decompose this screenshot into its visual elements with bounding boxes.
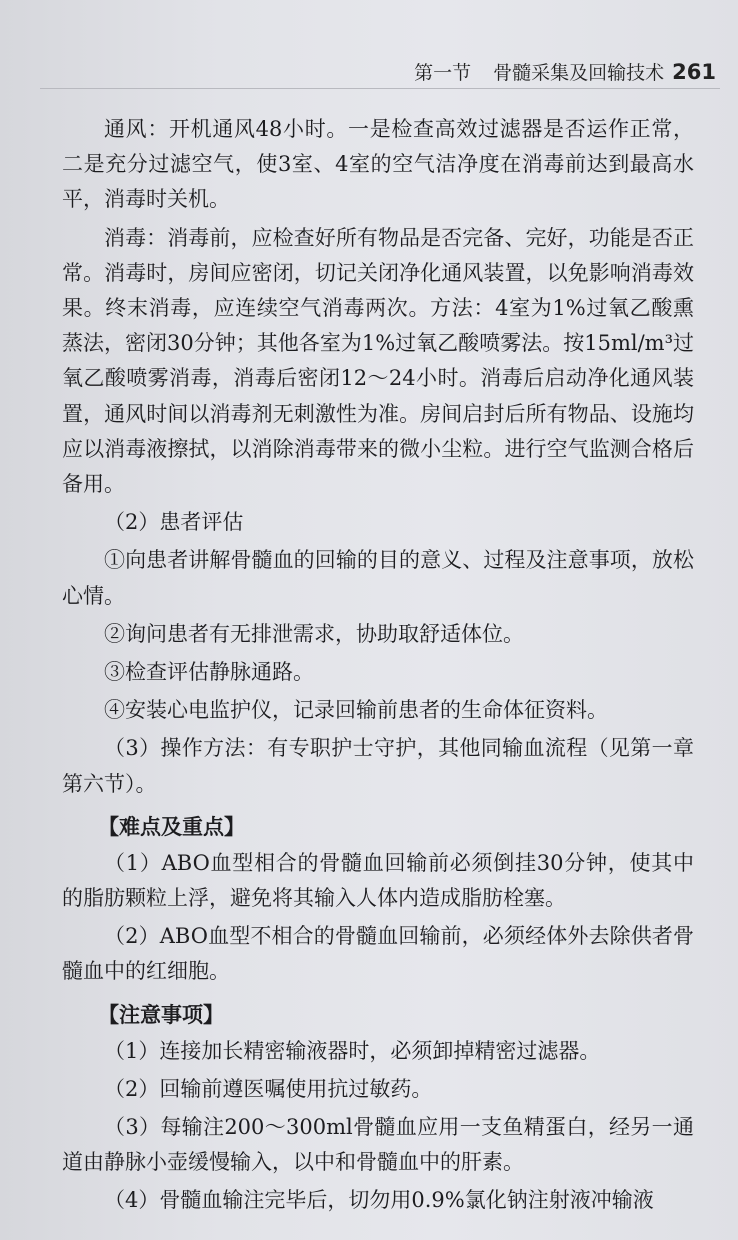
paragraph-assessment-4: ④安装心电监护仪，记录回输前患者的生命体征资料。 bbox=[104, 698, 608, 723]
header-section: 第一节 bbox=[414, 62, 472, 84]
body-text bbox=[62, 112, 694, 1219]
paragraph-key-point-1: （1）ABO血型相合的骨髓血回输前必须倒挂30分钟，使其中的脂肪颗粒上浮，避免将其输入人体内造成脂肪栓塞。 bbox=[62, 850, 694, 911]
page-number: 261 bbox=[672, 60, 716, 84]
heading-precautions: 【注意事项】 bbox=[98, 1002, 224, 1027]
heading-key-points: 【难点及重点】 bbox=[98, 814, 245, 839]
header-title: 骨髓采集及回输技术 bbox=[493, 62, 665, 84]
paragraph-assessment-1: ①向患者讲解骨髓血的回输的目的意义、过程及注意事项，放松心情。 bbox=[62, 548, 694, 608]
paragraph-precaution-2: （2）回输前遵医嘱使用抗过敏药。 bbox=[104, 1076, 433, 1101]
paragraph-precaution-4: （4）骨髓血输注完毕后，切勿用0.9%氯化钠注射液冲输液 bbox=[104, 1188, 654, 1213]
paragraph-assessment-3: ③检查评估静脉通路。 bbox=[104, 660, 314, 685]
paragraph-patient-assessment: （2）患者评估 bbox=[104, 510, 244, 535]
header-rule bbox=[40, 88, 720, 89]
running-header bbox=[414, 58, 716, 85]
paragraph-disinfection: 消毒：消毒前，应检查好所有物品是否完备、完好，功能是否正常。消毒时，房间应密闭，切记关闭净化通风装置，以免影响消毒效果。终末消毒，应连续空气消毒两次。方法：4室为1%过氧乙酸熏蒸法，密闭30分钟；其他各室为1%过氧乙酸喷雾法。按15ml/m³过氧乙酸喷雾消毒，消毒后密闭12～24小时。消毒后启动净化通风装置，通风时间以消毒剂无刺激性为准。房间启封后所有物品、设施均应以消毒液擦拭，以消除消毒带来的微小尘粒。进行空气监测合格后备用。 bbox=[62, 225, 694, 497]
paragraph-precaution-3: （3）每输注200～300ml骨髓血应用一支鱼精蛋白，经另一通道由静脉小壶缓慢输入，以中和骨髓血中的肝素。 bbox=[62, 1115, 694, 1175]
paragraph-key-point-2: （2）ABO血型不相合的骨髓血回输前，必须经体外去除供者骨髓血中的红细胞。 bbox=[62, 924, 694, 984]
paragraph-ventilation: 通风：开机通风48小时。一是检查高效过滤器是否运作正常，二是充分过滤空气，使3室、4室的空气洁净度在消毒前达到最高水平，消毒时关机。 bbox=[62, 117, 694, 212]
paragraph-operation-method: （3）操作方法：有专职护士守护，其他同输血流程（见第一章第六节）。 bbox=[62, 736, 694, 796]
paragraph-precaution-1: （1）连接加长精密输液器时，必须卸掉精密过滤器。 bbox=[104, 1038, 601, 1063]
paragraph-assessment-2: ②询问患者有无排泄需求，协助取舒适体位。 bbox=[104, 621, 524, 646]
